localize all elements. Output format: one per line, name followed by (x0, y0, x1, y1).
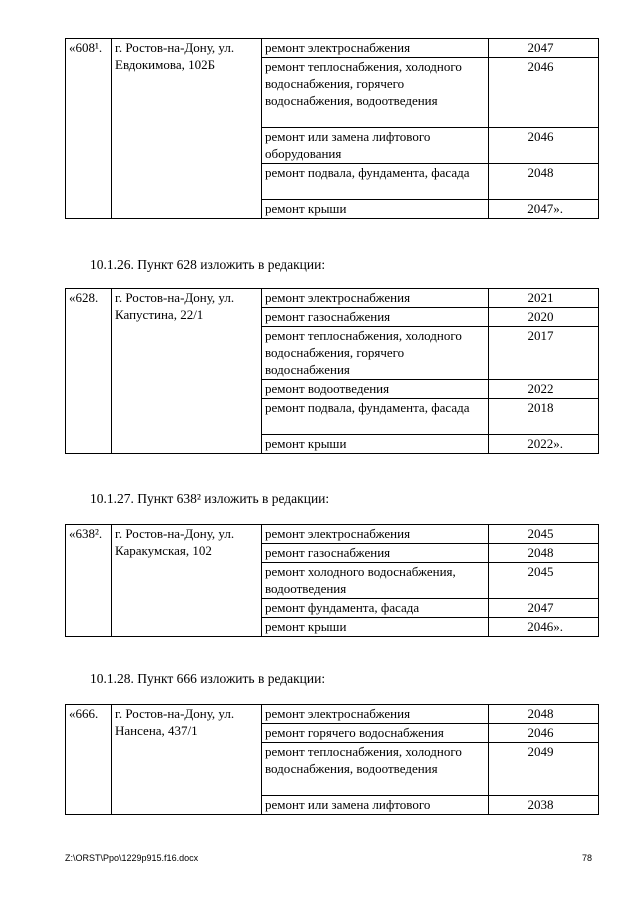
work-type: ремонт электроснабжения (262, 525, 489, 544)
work-type: ремонт крыши (262, 618, 489, 637)
year: 2048 (489, 544, 599, 563)
table-item-638-2 (65, 524, 599, 637)
work-type: ремонт теплоснабжения, холодного водоснабжения, водоотведения (262, 743, 489, 796)
work-type: ремонт фундамента, фасада (262, 599, 489, 618)
work-type: ремонт теплоснабжения, холодного водоснабжения, горячего водоснабжения, водоотведения (262, 58, 489, 128)
year: 2046 (489, 58, 599, 128)
work-type: ремонт электроснабжения (262, 705, 489, 724)
year: 2047 (489, 599, 599, 618)
work-type: ремонт теплоснабжения, холодного водоснабжения, горячего водоснабжения (262, 327, 489, 380)
year: 2021 (489, 289, 599, 308)
item-number: «666. (66, 705, 112, 815)
table-item-608-1 (65, 38, 599, 219)
work-type: ремонт водоотведения (262, 380, 489, 399)
year: 2048 (489, 705, 599, 724)
item-number: «638². (66, 525, 112, 637)
year: 2045 (489, 525, 599, 544)
address: г. Ростов-на-Дону, ул. Нансена, 437/1 (112, 705, 262, 815)
work-type: ремонт крыши (262, 200, 489, 219)
work-type: ремонт холодного водоснабжения, водоотведения (262, 563, 489, 599)
work-type: ремонт горячего водоснабжения (262, 724, 489, 743)
work-type: ремонт газоснабжения (262, 544, 489, 563)
year: 2046 (489, 128, 599, 164)
item-number: «608¹. (66, 39, 112, 219)
year: 2047». (489, 200, 599, 219)
work-type: ремонт подвала, фундамента, фасада (262, 164, 489, 200)
year: 2046». (489, 618, 599, 637)
footer-page-number: 78 (582, 853, 593, 863)
work-type: ремонт или замена лифтового (262, 796, 489, 815)
year: 2047 (489, 39, 599, 58)
year: 2038 (489, 796, 599, 815)
year: 2045 (489, 563, 599, 599)
work-type: ремонт или замена лифтового оборудования (262, 128, 489, 164)
work-type: ремонт крыши (262, 435, 489, 454)
table-row (66, 705, 599, 724)
work-type: ремонт подвала, фундамента, фасада (262, 399, 489, 435)
address: г. Ростов-на-Дону, ул. Каракумская, 102 (112, 525, 262, 637)
footer-file-path: Z:\ORST\Ppo\1229p915.f16.docx (65, 853, 199, 863)
table-item-628 (65, 288, 599, 454)
work-type: ремонт газоснабжения (262, 308, 489, 327)
work-type: ремонт электроснабжения (262, 39, 489, 58)
year: 2022». (489, 435, 599, 454)
year: 2017 (489, 327, 599, 380)
paragraph-10-1-28: 10.1.28. Пункт 666 изложить в редакции: (90, 671, 326, 686)
year: 2018 (489, 399, 599, 435)
year: 2020 (489, 308, 599, 327)
paragraph-10-1-26: 10.1.26. Пункт 628 изложить в редакции: (90, 257, 326, 272)
table-row (66, 525, 599, 544)
table-row (66, 289, 599, 308)
work-type: ремонт электроснабжения (262, 289, 489, 308)
address: г. Ростов-на-Дону, ул. Капустина, 22/1 (112, 289, 262, 454)
table-item-666 (65, 704, 599, 815)
year: 2046 (489, 724, 599, 743)
year: 2049 (489, 743, 599, 796)
address: г. Ростов-на-Дону, ул. Евдокимова, 102Б (112, 39, 262, 219)
year: 2048 (489, 164, 599, 200)
item-number: «628. (66, 289, 112, 454)
year: 2022 (489, 380, 599, 399)
paragraph-10-1-27: 10.1.27. Пункт 638² изложить в редакции: (90, 491, 330, 506)
table-row (66, 39, 599, 58)
